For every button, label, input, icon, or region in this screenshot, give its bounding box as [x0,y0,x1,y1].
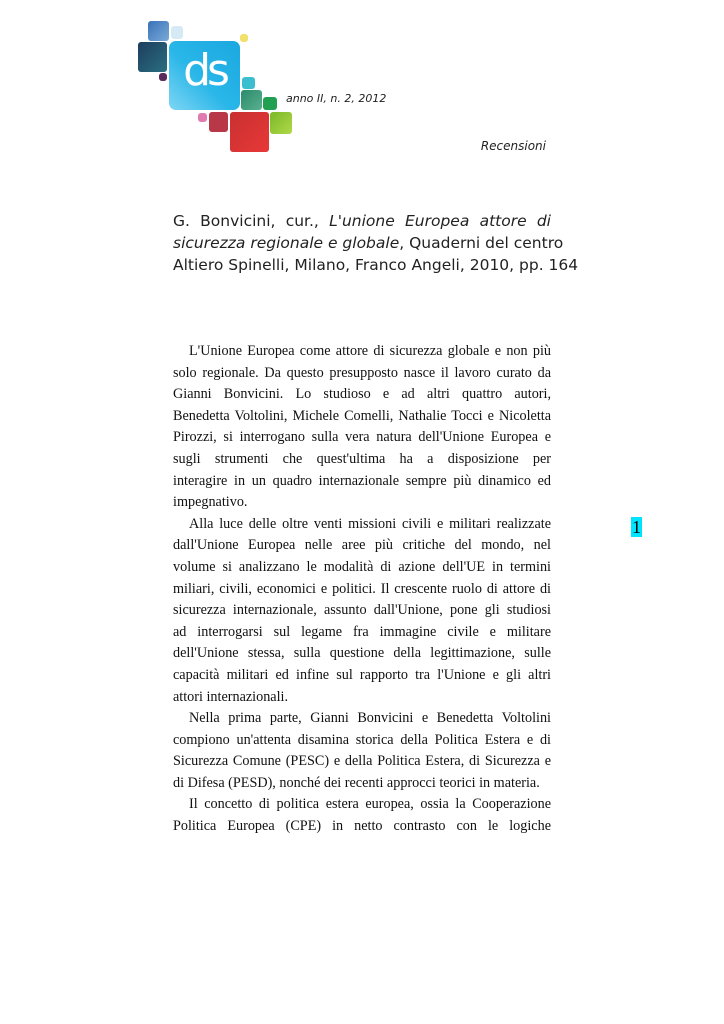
section-label: Recensioni [480,139,546,153]
text-line: volume si analizzano le modalità di azione dell'UE in termini [173,558,551,575]
text-line: Nella prima parte, Gianni Bonvicini e Benedetta Voltolini [189,710,551,727]
text-line: ad interrogarsi sul legame fra immagine civile e militare [173,623,551,640]
logo-square-icon [230,112,269,152]
logo-square-icon [159,73,167,81]
title-line [173,254,579,276]
logo-square-icon [209,112,228,132]
logo-square-icon [171,26,183,39]
logo-square-icon [138,42,167,72]
text-line: solo regionale. Da questo presupposto nasce il lavoro curato da [173,364,551,381]
paragraph [173,341,551,514]
text-line: impegnativo. [173,494,248,511]
title-line [173,232,564,254]
logo-mark: ds [169,41,240,110]
book-title: sicurezza regionale e globale [173,234,400,252]
text-line: dell'Unione stessa, sulla questione della legittimazione, sulle [173,645,551,662]
review-title [173,210,579,276]
page-number: 1 [632,517,641,537]
book-title: L'unione Europea attore di [329,212,551,230]
text-line: Gianni Bonvicini. Lo studioso e ad altri quattro autori, [173,386,551,403]
logo-square-icon [148,21,169,41]
issue-info: anno II, n. 2, 2012 [286,92,387,105]
text-line: dall'Unione Europea nelle aree più critiche del mondo, nel [173,537,551,554]
text-line: Pirozzi, si interrogano sulla vera natura dell'Unione Europea e [173,429,551,446]
paragraph [173,514,551,708]
logo-square-icon [270,112,292,134]
text-line: attori internazionali. [173,688,289,705]
text-line: di Difesa (PESD), nonché dei recenti approcci teorici in materia. [173,774,540,791]
text-line: Alla luce delle oltre venti missioni civili e militari realizzate [189,515,551,532]
paragraph [173,708,551,794]
text-line: L'Unione Europea come attore di sicurezza globale e non più [189,343,551,359]
title-line [173,210,551,232]
text-line: sugli strumenti che quest'ultima ha a disposizione per [173,450,551,467]
paragraph [173,794,551,837]
logo-square-icon [242,77,255,89]
text-line: Politica Europea (CPE) in netto contrasto con le logiche [173,818,551,835]
citation-text: , Quaderni del centro [399,234,564,252]
logo-square-icon [241,90,262,110]
text-line: Il concetto di politica estera europea, ossia la Cooperazione [189,796,551,813]
logo-square-icon [263,97,277,110]
text-line: sicurezza internazionale, assunto dall'Unione, pone gli studiosi [173,602,551,619]
citation-text: Altiero Spinelli, Milano, Franco Angeli, 2010, pp. 164 [173,256,579,274]
text-line: miliari, civili, economici e politici. Il crescente ruolo di attore di [173,580,551,597]
review-body [173,341,551,838]
logo-square-icon [240,34,248,42]
text-line: interagire in un quadro internazionale sempre più dinamico ed [173,472,551,489]
text-line: capacità militari ed infine sul rapporto tra l'Unione e gli altri [173,666,551,683]
citation-text: G. Bonvicini, cur., [173,212,330,230]
text-line: Sicurezza Comune (PESC) e della Politica Estera, di Sicurezza e [173,753,551,770]
text-line: compiono un'attenta disamina storica della Politica Estera e di [173,731,551,748]
logo-square-icon [198,113,207,122]
text-line: Benedetta Voltolini, Michele Comelli, Nathalie Tocci e Nicoletta [173,407,551,424]
